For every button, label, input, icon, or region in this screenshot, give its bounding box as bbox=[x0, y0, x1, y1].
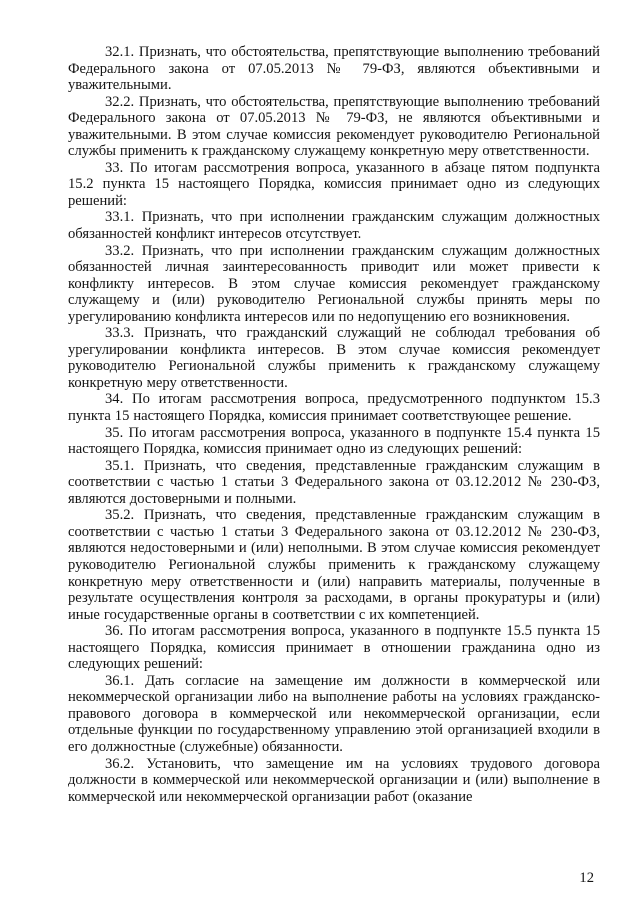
paragraph-33-2: 33.2. Признать, что при исполнении гражданским служащим должностных обязанностей личная заинтересованность приводит или может привести к конфликту интересов. В этом случае комиссия рекомендует гражданскому служащему и (или) руководителю Региональной службы принять меры по урегулированию конфликта интересов или по недопущению его возникновения. bbox=[68, 242, 600, 325]
paragraph-35-2: 35.2. Признать, что сведения, представленные гражданским служащим в соответствии с частью 1 статьи 3 Федерального закона от 03.12.2012 № 230-ФЗ, являются недостоверными и (или) неполными. В этом случае комиссия рекомендует руководителю Региональной службы применить к гражданскому служащему конкретную меру ответственности и (или) направить материалы, полученные в результате осуществления контроля за расходами, в органы прокуратуры и (или) иные государственные органы в соответствии с их компетенцией. bbox=[68, 507, 600, 623]
paragraph-36-2: 36.2. Установить, что замещение им на условиях трудового договора должности в коммерческой или некоммерческой организации и (или) выполнение в коммерческой или некоммерческой организации работ (оказание bbox=[68, 755, 600, 805]
paragraph-34: 34. По итогам рассмотрения вопроса, предусмотренного подпунктом 15.3 пункта 15 настоящего Порядка, комиссия принимает соответствующее решение. bbox=[68, 391, 600, 425]
paragraph-32-2: 32.2. Признать, что обстоятельства, препятствующие выполнению требований Федерального закона от 07.05.2013 № 79-ФЗ, не являются объективными и уважительными. В этом случае комиссия рекомендует руководителю Региональной службы применить к гражданскому служащему конкретную меру ответственности. bbox=[68, 93, 600, 160]
page-number: 12 bbox=[579, 870, 594, 886]
paragraph-36: 36. По итогам рассмотрения вопроса, указанного в подпункте 15.5 пункта 15 настоящего Порядка, комиссия принимает в отношении гражданина одно из следующих решений: bbox=[68, 623, 600, 673]
paragraph-33-3: 33.3. Признать, что гражданский служащий не соблюдал требования об урегулировании конфликта интересов. В этом случае комиссия рекомендует руководителю Региональной службы применить к гражданскому служащему конкретную меру ответственности. bbox=[68, 325, 600, 391]
paragraph-35-1: 35.1. Признать, что сведения, представленные гражданским служащим в соответствии с частью 1 статьи 3 Федерального закона от 03.12.2012 № 230-ФЗ, являются достоверными и полными. bbox=[68, 457, 600, 507]
paragraph-36-1: 36.1. Дать согласие на замещение им должности в коммерческой или некоммерческой организации либо на выполнение работы на условиях гражданско-правового договора в коммерческой или некоммерческой организации, если отдельные функции по государственному управлению этой организацией входили в его должностные (служебные) обязанности. bbox=[68, 672, 600, 755]
paragraph-33: 33. По итогам рассмотрения вопроса, указанного в абзаце пятом подпункта 15.2 пункта 15 настоящего Порядка, комиссия принимает одно из следующих решений: bbox=[68, 159, 600, 209]
paragraph-32-1: 32.1. Признать, что обстоятельства, препятствующие выполнению требований Федерального закона от 07.05.2013 № 79-ФЗ, являются объективными и уважительными. bbox=[68, 44, 600, 94]
document-body bbox=[68, 44, 600, 805]
paragraph-35: 35. По итогам рассмотрения вопроса, указанного в подпункте 15.4 пункта 15 настоящего Порядка, комиссия принимает одно из следующих решений: bbox=[68, 424, 600, 458]
paragraph-33-1: 33.1. Признать, что при исполнении гражданским служащим должностных обязанностей конфликт интересов отсутствует. bbox=[68, 209, 600, 243]
